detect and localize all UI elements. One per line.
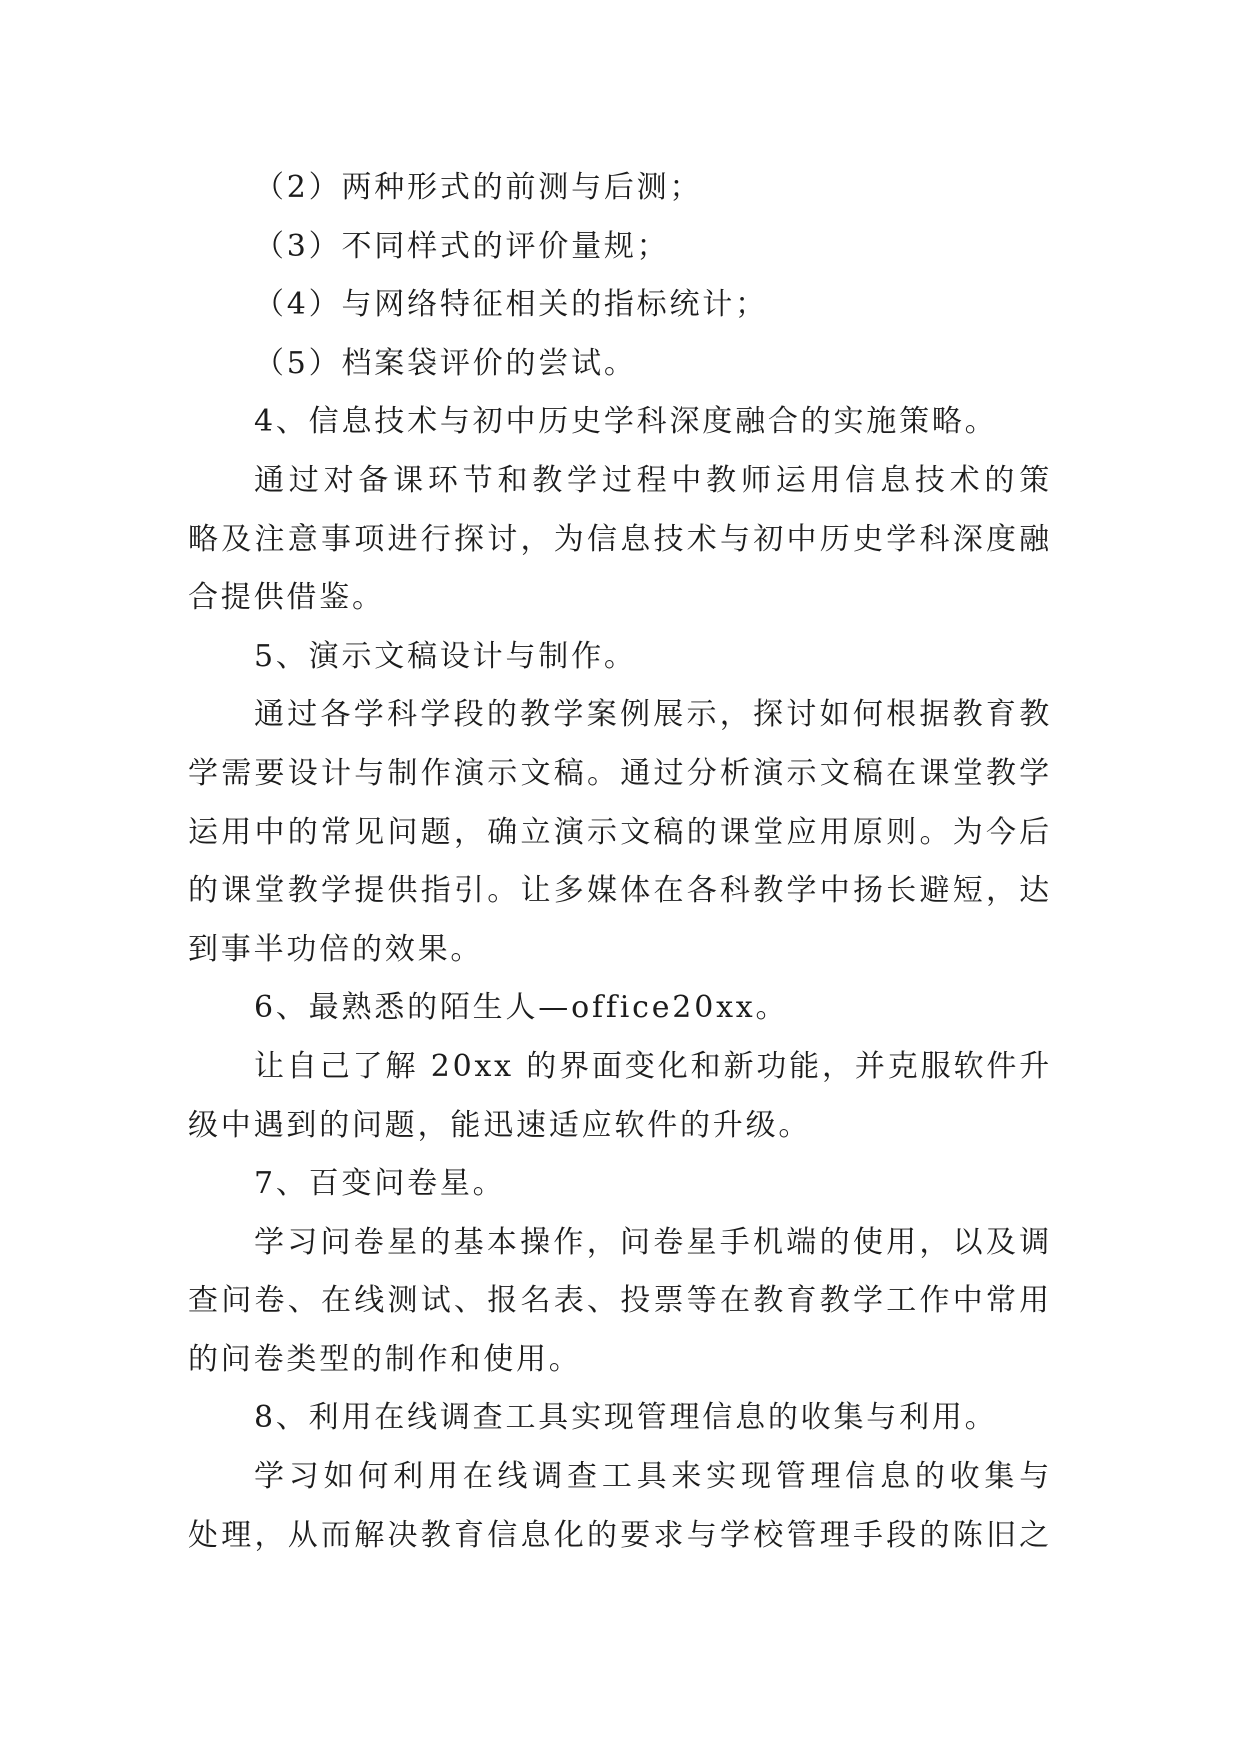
- document-body: [188, 159, 1052, 1565]
- section-heading: 8、利用在线调查工具实现管理信息的收集与利用。: [254, 1400, 998, 1436]
- section-heading: 6、最熟悉的陌生人—office20xx。: [254, 990, 789, 1026]
- paragraph-line: 学习如何利用在线调查工具来实现管理信息的收集与: [254, 1459, 1052, 1495]
- section-heading: 4、信息技术与初中历史学科深度融合的实施策略。: [254, 404, 998, 440]
- list-item-line: （3）不同样式的评价量规；: [254, 228, 670, 264]
- paragraph-line: 让自己了解 20xx 的界面变化和新功能，并克服软件升: [254, 1048, 1052, 1084]
- paragraph-line: 通过各学科学段的教学案例展示，探讨如何根据教育教: [254, 697, 1052, 733]
- paragraph-line: 级中遇到的问题，能迅速适应软件的升级。: [188, 1107, 812, 1143]
- paragraph-line: 通过对备课环节和教学过程中教师运用信息技术的策: [254, 462, 1052, 498]
- paragraph-line: 处理，从而解决教育信息化的要求与学校管理手段的陈旧之: [188, 1517, 1052, 1553]
- paragraph-line: 略及注意事项进行探讨，为信息技术与初中历史学科深度融: [188, 521, 1052, 557]
- section-heading: 7、百变问卷星。: [254, 1166, 506, 1202]
- paragraph-line: 学需要设计与制作演示文稿。通过分析演示文稿在课堂教学: [188, 755, 1052, 791]
- paragraph-line: 到事半功倍的效果。: [188, 931, 484, 967]
- list-item-line: （2）两种形式的前测与后测；: [254, 170, 703, 205]
- paragraph-line: 的课堂教学提供指引。让多媒体在各科教学中扬长避短，达: [188, 873, 1052, 909]
- paragraph-line: 运用中的常见问题，确立演示文稿的课堂应用原则。为今后: [188, 814, 1052, 850]
- paragraph-line: 合提供借鉴。: [188, 580, 385, 616]
- section-heading: 5、演示文稿设计与制作。: [254, 638, 637, 674]
- paragraph-line: 学习问卷星的基本操作，问卷星手机端的使用，以及调: [254, 1224, 1052, 1260]
- list-item-line: （5）档案袋评价的尝试。: [254, 345, 637, 381]
- list-item-line: （4）与网络特征相关的指标统计；: [254, 287, 768, 323]
- paragraph-line: 查问卷、在线测试、报名表、投票等在教育教学工作中常用: [188, 1283, 1052, 1319]
- paragraph-line: 的问卷类型的制作和使用。: [188, 1341, 582, 1377]
